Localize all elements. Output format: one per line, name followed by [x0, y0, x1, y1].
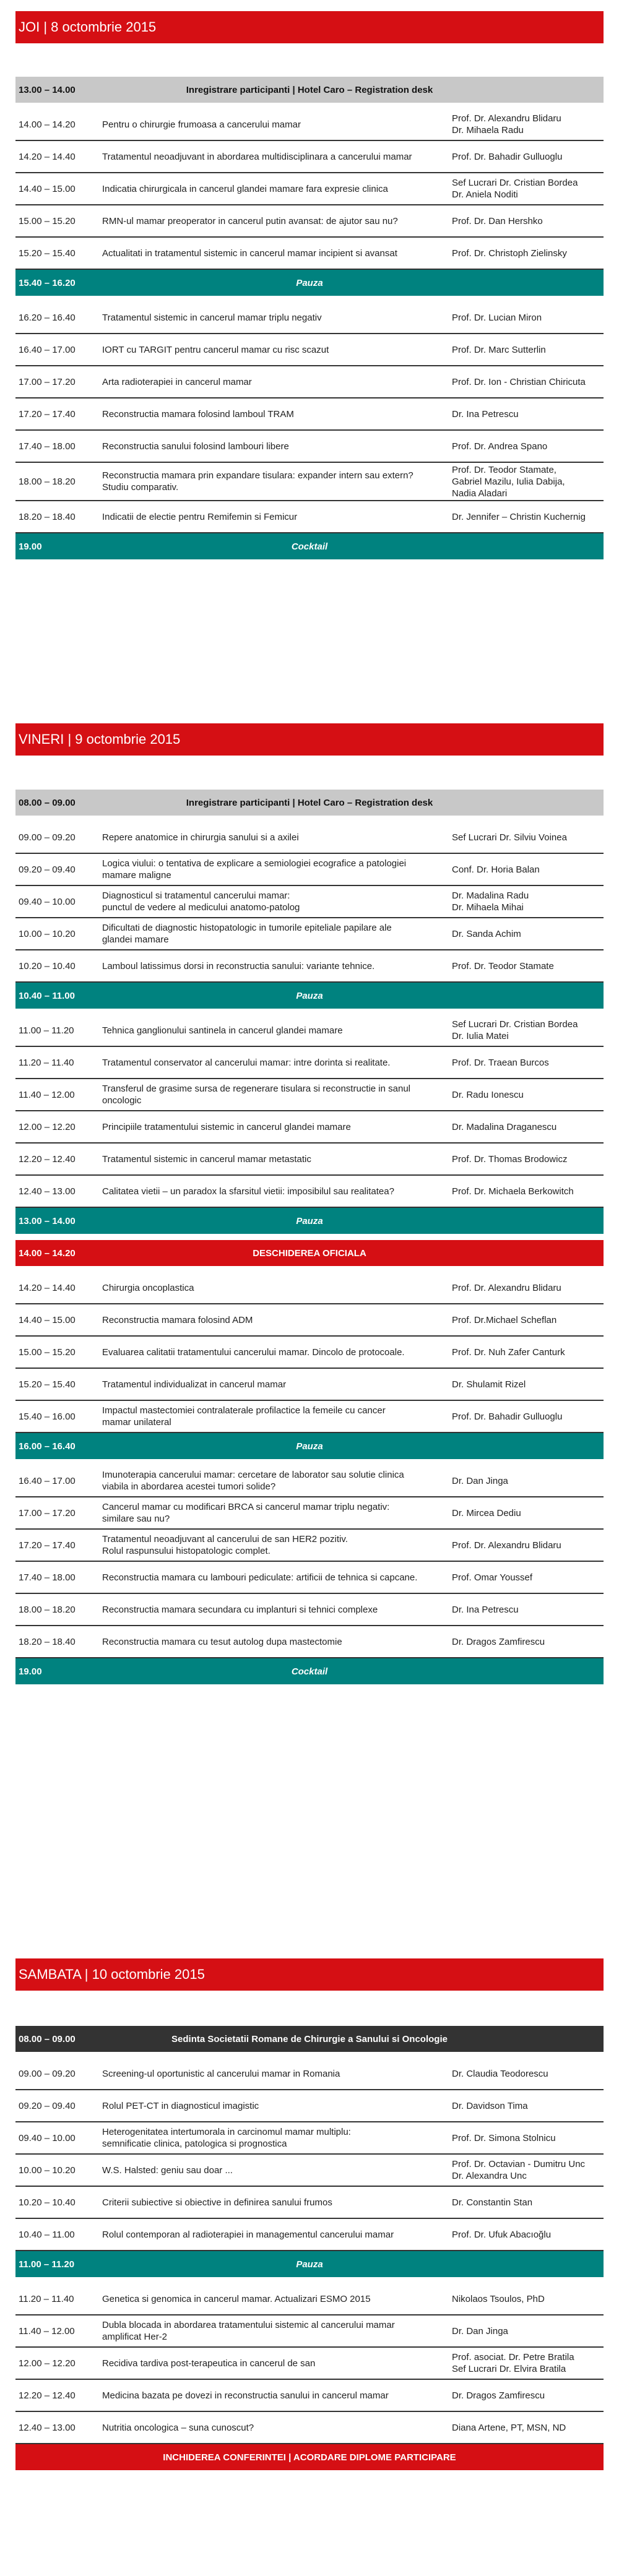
row-time: 12.40 – 13.00 — [19, 2422, 76, 2433]
session-label: Pauza — [296, 2259, 323, 2270]
row-speaker: Prof. Dr. Andrea Spano — [452, 441, 548, 452]
session-time: 14.00 – 14.20 — [19, 1247, 76, 1259]
row-topic: Cancerul mamar cu modificari BRCA si cancerul mamar triplu negativ: similare sau nu? — [102, 1502, 390, 1524]
program-row — [15, 173, 604, 205]
program-row — [15, 950, 604, 983]
row-speaker: Dr. Dan Jinga — [452, 2325, 508, 2337]
row-speaker: Prof. Dr. Ufuk Abacıoğlu — [452, 2229, 552, 2240]
row-topic: IORT cu TARGIT pentru cancerul mamar cu risc scazut — [102, 344, 329, 355]
row-time: 09.20 – 09.40 — [19, 864, 76, 875]
row-speaker: Prof. Dr. Bahadir Gulluoglu — [452, 151, 563, 162]
program-row — [15, 302, 604, 334]
row-time: 10.20 – 10.40 — [19, 2197, 76, 2208]
row-time: 15.20 – 15.40 — [19, 1379, 76, 1390]
row-topic: Reconstructia sanului folosind lambouri libere — [102, 441, 289, 452]
session-time: 08.00 – 09.00 — [19, 2033, 76, 2044]
row-time: 09.40 – 10.00 — [19, 2132, 76, 2143]
row-time: 09.40 – 10.00 — [19, 896, 76, 907]
session-bar-dark — [15, 2026, 604, 2052]
program-row — [15, 2219, 604, 2251]
session-bar-teal — [15, 2251, 604, 2277]
row-speaker: Prof. Dr. Dan Hershko — [452, 215, 543, 226]
program-row — [15, 854, 604, 886]
program-row — [15, 1465, 604, 1497]
row-topic: Genetica si genomica in cancerul mamar. Actualizari ESMO 2015 — [102, 2293, 371, 2304]
row-time: 18.20 – 18.40 — [19, 511, 76, 522]
program-row — [15, 463, 604, 501]
row-topic: Chirurgia oncoplastica — [102, 1282, 194, 1293]
row-speaker: Dr. Dan Jinga — [452, 1475, 508, 1486]
row-speaker: Dr. Davidson Tima — [452, 2100, 528, 2111]
row-speaker: Prof. Dr. Simona Stolnicu — [452, 2132, 556, 2143]
row-topic: Recidiva tardiva post-terapeutica in cancerul de san — [102, 2358, 316, 2369]
row-topic: Transferul de grasime sursa de regenerare tisulara si reconstructie in sanul oncologic — [102, 1083, 411, 1106]
row-speaker: Prof. Dr. Christoph Zielinsky — [452, 248, 567, 259]
row-topic: Indicatia chirurgicala in cancerul glandei mamare fara expresie clinica — [102, 183, 388, 194]
program-row — [15, 1015, 604, 1047]
row-speaker: Diana Artene, PT, MSN, ND — [452, 2422, 566, 2433]
row-topic: Repere anatomice in chirurgia sanului si a axilei — [102, 832, 299, 843]
session-label: Sedinta Societatii Romane de Chirurgie a Sanului si Oncologie — [171, 2033, 448, 2044]
row-topic: Tratamentul sistemic in cancerul mamar triplu negativ — [102, 312, 322, 323]
row-time: 16.20 – 16.40 — [19, 312, 76, 323]
row-time: 10.00 – 10.20 — [19, 2165, 76, 2176]
row-time: 11.20 – 11.40 — [19, 2293, 74, 2304]
row-topic: Reconstructia mamara cu tesut autolog dupa mastectomie — [102, 1636, 342, 1647]
row-time: 11.40 – 12.00 — [19, 2325, 75, 2337]
program-row — [15, 1111, 604, 1144]
row-topic: Imunoterapia cancerului mamar: cercetare de laborator sau solutie clinica viabila in abordarea acestei tumori solide? — [102, 1470, 404, 1492]
row-time: 14.00 – 14.20 — [19, 119, 76, 130]
row-time: 17.20 – 17.40 — [19, 408, 76, 420]
row-time: 10.20 – 10.40 — [19, 960, 76, 971]
program-row — [15, 501, 604, 533]
row-time: 09.00 – 09.20 — [19, 2068, 76, 2079]
row-time: 18.00 – 18.20 — [19, 1604, 76, 1615]
row-time: 10.40 – 11.00 — [19, 2229, 75, 2240]
row-topic: Principiile tratamentului sistemic in cancerul glandei mamare — [102, 1121, 351, 1132]
program-row — [15, 1401, 604, 1433]
program-row — [15, 2122, 604, 2155]
program-row — [15, 431, 604, 463]
session-time: 19.00 — [19, 541, 42, 552]
row-time: 16.40 – 17.00 — [19, 344, 76, 355]
row-topic: Lamboul latissimus dorsi in reconstructia sanului: variante tehnice. — [102, 960, 375, 971]
row-topic: Reconstructia mamara prin expandare tisulara: expander intern sau extern? Studiu comparativ. — [102, 470, 413, 493]
row-speaker: Dr. Madalina Radu Dr. Mihaela Mihai — [452, 890, 529, 913]
program-row — [15, 1530, 604, 1562]
session-label: INCHIDEREA CONFERINTEI | ACORDARE DIPLOME PARTICIPARE — [163, 2452, 456, 2463]
session-bar-gray — [15, 790, 604, 816]
session-bar-red-full — [15, 2444, 604, 2470]
row-topic: Nutritia oncologica – suna cunoscut? — [102, 2422, 254, 2433]
session-label: Pauza — [296, 1441, 323, 1452]
day-header: SAMBATA | 10 octombrie 2015 — [15, 1958, 604, 1991]
session-time: 13.00 – 14.00 — [19, 1215, 76, 1226]
row-speaker: Dr. Jennifer – Christin Kuchernig — [452, 511, 586, 522]
program-row — [15, 205, 604, 238]
row-topic: Arta radioterapiei in cancerul mamar — [102, 376, 252, 387]
program-row — [15, 822, 604, 854]
row-time: 15.00 – 15.20 — [19, 215, 76, 226]
session-bar-teal — [15, 983, 604, 1009]
program-row — [15, 1626, 604, 1658]
row-topic: Tratamentul neoadjuvant al cancerului de san HER2 pozitiv. Rolul raspunsului histopatologic complet. — [102, 1534, 348, 1556]
session-time: 19.00 — [19, 1666, 42, 1677]
program-row — [15, 1304, 604, 1337]
row-topic: Logica viului: o tentativa de explicare a semiologiei ecografice a patologiei mamare maligne — [102, 858, 407, 881]
program-row — [15, 1176, 604, 1208]
program-row — [15, 1337, 604, 1369]
session-label: Pauza — [296, 277, 323, 288]
row-topic: Reconstructia mamara folosind ADM — [102, 1314, 253, 1325]
program-row — [15, 2090, 604, 2122]
row-topic: Rolul PET-CT in diagnosticul imagistic — [102, 2100, 259, 2111]
row-speaker: Dr. Radu Ionescu — [452, 1089, 524, 1100]
session-bar-red — [15, 1240, 604, 1266]
row-topic: Tratamentul conservator al cancerului mamar: intre dorinta si realitate. — [102, 1057, 391, 1068]
program-row — [15, 886, 604, 918]
row-topic: Tratamentul neoadjuvant in abordarea multidisciplinara a cancerului mamar — [102, 151, 412, 162]
session-bar-teal — [15, 533, 604, 559]
row-time: 12.00 – 12.20 — [19, 1121, 76, 1132]
row-speaker: Conf. Dr. Horia Balan — [452, 864, 540, 875]
row-time: 12.20 – 12.40 — [19, 2390, 76, 2401]
program-row — [15, 2187, 604, 2219]
program-row — [15, 1144, 604, 1176]
row-topic: W.S. Halsted: geniu sau doar ... — [102, 2165, 233, 2176]
row-time: 12.40 – 13.00 — [19, 1186, 76, 1197]
program-row — [15, 1369, 604, 1401]
row-topic: Calitatea vietii – un paradox la sfarsitul vietii: imposibilul sau realitatea? — [102, 1186, 394, 1197]
row-topic: Dificultati de diagnostic histopatologic in tumorile epiteliale papilare ale glandei mamare — [102, 923, 392, 945]
row-topic: Indicatii de electie pentru Remifemin si Femicur — [102, 511, 298, 522]
row-speaker: Dr. Dragos Zamfirescu — [452, 2390, 545, 2401]
row-speaker: Prof. Dr. Alexandru Blidaru — [452, 1282, 561, 1293]
row-time: 10.00 – 10.20 — [19, 928, 76, 939]
row-topic: Screening-ul oportunistic al cancerului mamar in Romania — [102, 2068, 340, 2079]
day-header: JOI | 8 octombrie 2015 — [15, 11, 604, 43]
row-speaker: Dr. Shulamit Rizel — [452, 1379, 526, 1390]
row-speaker: Prof. Dr. Bahadir Gulluoglu — [452, 1411, 563, 1422]
row-speaker: Prof. Dr. Octavian - Dumitru Unc Dr. Alexandra Unc — [452, 2159, 586, 2181]
row-topic: Reconstructia mamara secundara cu implanturi si tehnici complexe — [102, 1604, 378, 1615]
session-bar-teal — [15, 1658, 604, 1684]
program-row — [15, 2155, 604, 2187]
session-label: Pauza — [296, 1215, 323, 1226]
row-time: 18.00 – 18.20 — [19, 476, 76, 487]
row-topic: Rolul contemporan al radioterapiei in managementul cancerului mamar — [102, 2229, 394, 2240]
row-topic: Heterogenitatea intertumorala in carcinomul mamar multiplu: semnificatie clinica, patologica si prognostica — [102, 2127, 351, 2149]
row-topic: Medicina bazata pe dovezi in reconstructia sanului in cancerul mamar — [102, 2390, 389, 2401]
session-time: 08.00 – 09.00 — [19, 797, 76, 808]
row-speaker: Dr. Ina Petrescu — [452, 408, 519, 420]
row-time: 17.20 – 17.40 — [19, 1540, 76, 1551]
row-time: 11.00 – 11.20 — [19, 1025, 74, 1036]
row-speaker: Dr. Mircea Dediu — [452, 1507, 521, 1518]
row-topic: Criterii subiective si obiective in definirea sanului frumos — [102, 2197, 332, 2208]
row-time: 14.40 – 15.00 — [19, 1314, 76, 1325]
row-speaker: Prof. asociat. Dr. Petre Bratila Sef Lucrari Dr. Elvira Bratila — [452, 2352, 574, 2374]
row-topic: Reconstructia mamara cu lambouri pediculate: artificii de tehnica si capcane. — [102, 1572, 418, 1583]
row-speaker: Prof. Dr. Lucian Miron — [452, 312, 542, 323]
row-time: 15.20 – 15.40 — [19, 248, 76, 259]
row-time: 17.00 – 17.20 — [19, 1507, 76, 1518]
row-speaker: Dr. Ina Petrescu — [452, 1604, 519, 1615]
row-topic: Tehnica ganglionului santinela in cancerul glandei mamare — [102, 1025, 343, 1036]
session-label: Inregistrare participanti | Hotel Caro – Registration desk — [186, 797, 433, 808]
session-label: Cocktail — [291, 541, 328, 552]
row-topic: RMN-ul mamar preoperator in cancerul putin avansat: de ajutor sau nu? — [102, 215, 398, 226]
program-row — [15, 1497, 604, 1530]
program-row — [15, 109, 604, 141]
session-time: 11.00 – 11.20 — [19, 2259, 75, 2270]
row-time: 12.20 – 12.40 — [19, 1153, 76, 1165]
row-topic: Pentru o chirurgie frumoasa a cancerului mamar — [102, 119, 301, 130]
program-row — [15, 1047, 604, 1079]
row-speaker: Nikolaos Tsoulos, PhD — [452, 2293, 545, 2304]
row-speaker: Prof. Dr. Nuh Zafer Canturk — [452, 1346, 565, 1358]
row-time: 11.20 – 11.40 — [19, 1057, 74, 1068]
program-row — [15, 141, 604, 173]
row-speaker: Prof. Dr. Thomas Brodowicz — [452, 1153, 568, 1165]
row-speaker: Dr. Dragos Zamfirescu — [452, 1636, 545, 1647]
program-row — [15, 918, 604, 950]
program-row — [15, 366, 604, 398]
row-speaker: Prof. Dr. Ion - Christian Chiricuta — [452, 376, 586, 387]
row-time: 14.20 – 14.40 — [19, 151, 76, 162]
program-row — [15, 334, 604, 366]
session-label: Pauza — [296, 990, 323, 1001]
row-time: 12.00 – 12.20 — [19, 2358, 76, 2369]
program-row — [15, 2380, 604, 2412]
row-speaker: Prof. Dr. Marc Sutterlin — [452, 344, 546, 355]
row-topic: Reconstructia mamara folosind lamboul TRAM — [102, 408, 294, 420]
row-topic: Evaluarea calitatii tratamentului cancerului mamar. Dincolo de protocoale. — [102, 1346, 405, 1358]
session-bar-teal — [15, 1208, 604, 1234]
program-row — [15, 238, 604, 270]
program-row — [15, 2412, 604, 2444]
program-row — [15, 2283, 604, 2315]
program-row — [15, 1079, 604, 1111]
row-time: 14.20 – 14.40 — [19, 1282, 76, 1293]
row-time: 15.40 – 16.00 — [19, 1411, 76, 1422]
row-topic: Tratamentul sistemic in cancerul mamar metastatic — [102, 1153, 311, 1165]
row-topic: Actualitati in tratamentul sistemic in cancerul mamar incipient si avansat — [102, 248, 397, 259]
row-time: 15.00 – 15.20 — [19, 1346, 76, 1358]
session-label: Inregistrare participanti | Hotel Caro – Registration desk — [186, 84, 433, 95]
session-bar-teal — [15, 1433, 604, 1459]
row-time: 14.40 – 15.00 — [19, 183, 76, 194]
session-time: 16.00 – 16.40 — [19, 1441, 76, 1452]
row-speaker: Sef Lucrari Dr. Cristian Bordea Dr. Iulia Matei — [452, 1019, 578, 1041]
row-speaker: Prof. Omar Youssef — [452, 1572, 533, 1583]
program-row — [15, 2058, 604, 2090]
row-speaker: Dr. Sanda Achim — [452, 928, 521, 939]
session-label: Cocktail — [291, 1666, 328, 1677]
day-header: VINERI | 9 octombrie 2015 — [15, 723, 604, 756]
row-speaker: Sef Lucrari Dr. Silviu Voinea — [452, 832, 567, 843]
row-time: 17.40 – 18.00 — [19, 1572, 76, 1583]
program-row — [15, 2315, 604, 2348]
program-row — [15, 1594, 604, 1626]
row-topic: Impactul mastectomiei contralaterale profilactice la femeile cu cancer mamar unilateral — [102, 1405, 386, 1428]
program-row — [15, 398, 604, 431]
row-time: 16.40 – 17.00 — [19, 1475, 76, 1486]
session-bar-gray — [15, 77, 604, 103]
session-label: DESCHIDEREA OFICIALA — [253, 1247, 366, 1259]
row-speaker: Prof. Dr. Traean Burcos — [452, 1057, 549, 1068]
row-topic: Diagnosticul si tratamentul cancerului mamar: punctul de vedere al medicului anatomo-patolog — [102, 890, 300, 913]
row-speaker: Prof. Dr. Alexandru Blidaru — [452, 1540, 561, 1551]
row-speaker: Prof. Dr. Teodor Stamate, Gabriel Mazilu, Iulia Dabija, Nadia Aladari — [452, 464, 565, 499]
row-speaker: Dr. Claudia Teodorescu — [452, 2068, 548, 2079]
program-row — [15, 2348, 604, 2380]
session-time: 10.40 – 11.00 — [19, 990, 75, 1001]
row-speaker: Dr. Madalina Draganescu — [452, 1121, 557, 1132]
session-time: 13.00 – 14.00 — [19, 84, 76, 95]
session-time: 15.40 – 16.20 — [19, 277, 76, 288]
row-speaker: Prof. Dr. Alexandru Blidaru Dr. Mihaela Radu — [452, 113, 561, 136]
row-speaker: Sef Lucrari Dr. Cristian Bordea Dr. Aniela Noditi — [452, 178, 578, 200]
row-time: 17.00 – 17.20 — [19, 376, 76, 387]
row-topic: Tratamentul individualizat in cancerul mamar — [102, 1379, 287, 1390]
row-speaker: Dr. Constantin Stan — [452, 2197, 533, 2208]
row-topic: Dubla blocada in abordarea tratamentului sistemic al cancerului mamar amplificat Her-2 — [102, 2320, 395, 2342]
row-speaker: Prof. Dr.Michael Scheflan — [452, 1314, 557, 1325]
row-time: 11.40 – 12.00 — [19, 1089, 75, 1100]
row-time: 09.20 – 09.40 — [19, 2100, 76, 2111]
session-bar-teal — [15, 270, 604, 296]
row-time: 17.40 – 18.00 — [19, 441, 76, 452]
row-speaker: Prof. Dr. Teodor Stamate — [452, 960, 554, 971]
row-time: 18.20 – 18.40 — [19, 1636, 76, 1647]
program-row — [15, 1562, 604, 1594]
row-time: 09.00 – 09.20 — [19, 832, 76, 843]
program-row — [15, 1272, 604, 1304]
row-speaker: Prof. Dr. Michaela Berkowitch — [452, 1186, 574, 1197]
